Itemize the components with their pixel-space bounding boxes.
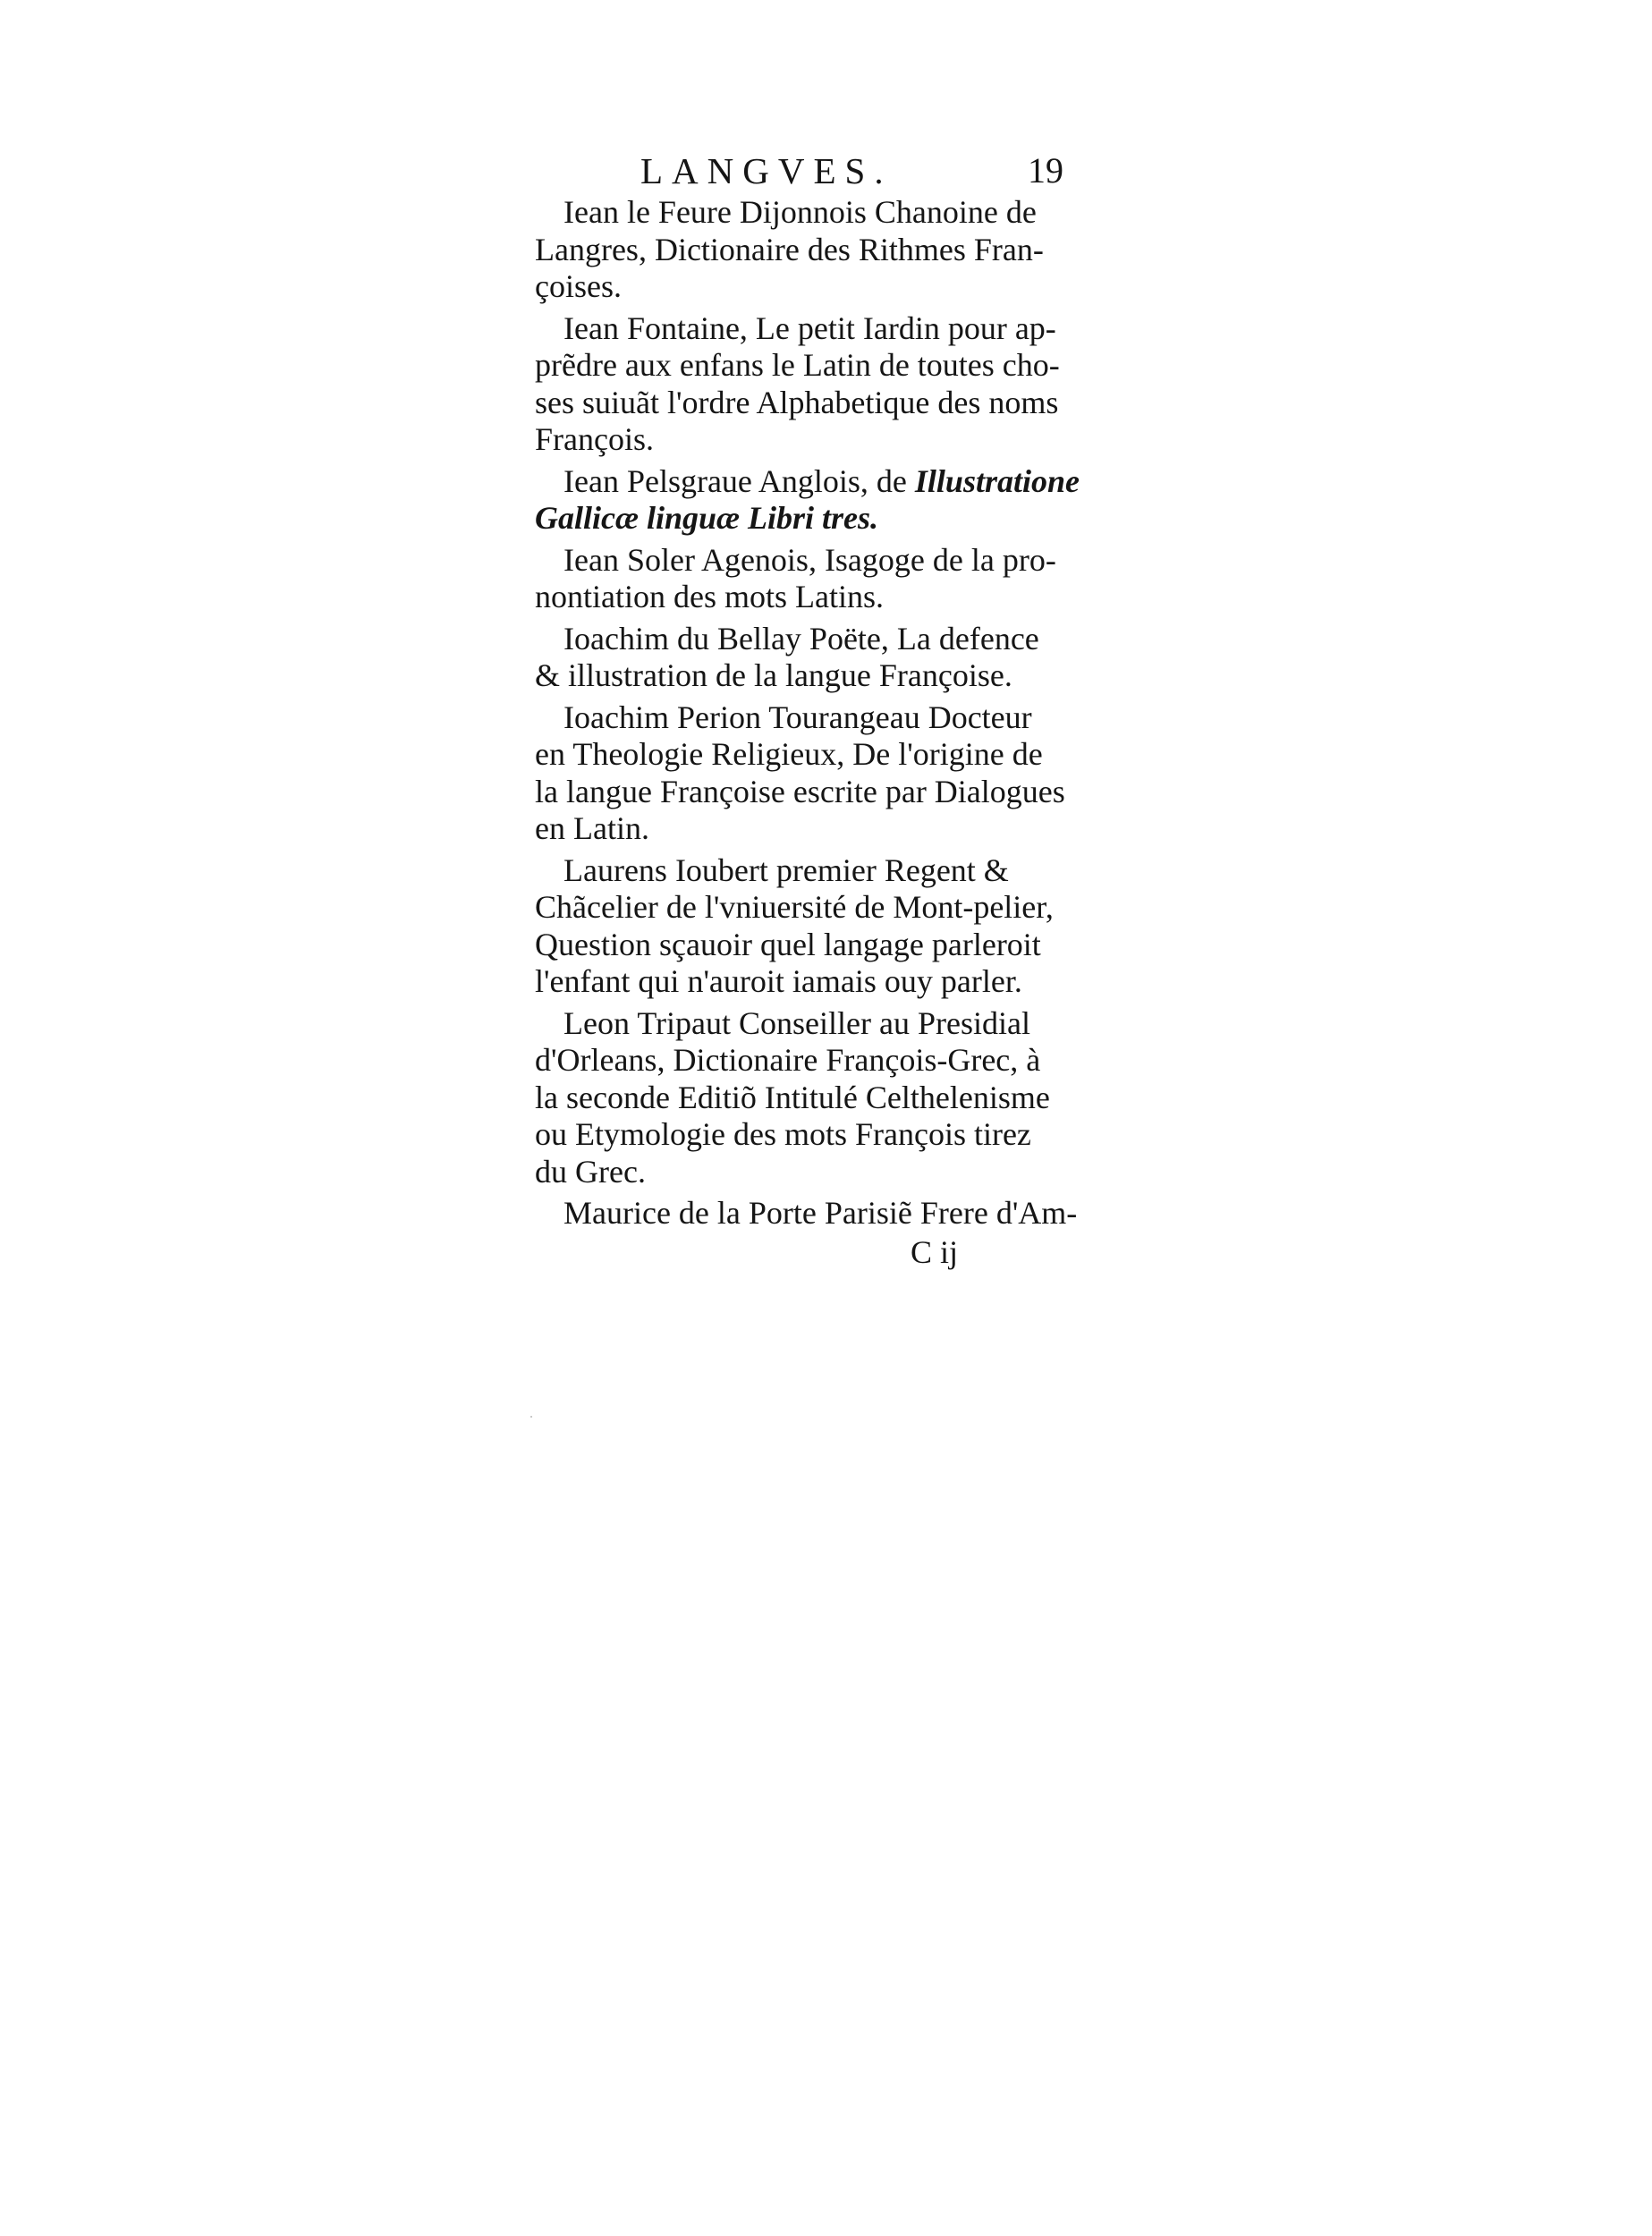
entry-line: Iean Fontaine, Le petit Iardin pour ap-	[563, 309, 1056, 346]
entry-pelsgraue	[535, 463, 1085, 538]
entry-de-la-porte	[535, 1195, 1085, 1232]
running-head-title: LANGVES.	[640, 150, 893, 191]
paper-speck	[530, 1416, 532, 1418]
entry-line: l'enfant qui n'auroit iamais ouy parler.	[535, 963, 1022, 999]
entry-line: en Latin.	[535, 810, 649, 846]
entry-line: François.	[535, 421, 654, 457]
page-number: 19	[1028, 150, 1063, 191]
entry-du-bellay	[535, 621, 1085, 695]
text-block	[535, 148, 1085, 1273]
entry-line: Langres, Dictionaire des Rithmes Fran-	[535, 231, 1044, 267]
entry-line: çoises.	[535, 268, 622, 304]
entry-line: ou Etymologie des mots François tirez	[535, 1116, 1031, 1152]
entry-line-roman: Iean Pelsgraue Anglois, de	[563, 462, 907, 499]
entry-line: nontiation des mots Latins.	[535, 579, 884, 614]
entry-fontaine	[535, 310, 1085, 459]
entry-line: prẽdre aux enfans le Latin de toutes cho-	[535, 347, 1060, 383]
entry-line: Chãcelier de l'vniuersité de Mont-pelier,	[535, 889, 1054, 925]
entry-line: Iean le Feure Dijonnois Chanoine de	[563, 194, 1037, 230]
entry-line: & illustration de la langue Françoise.	[535, 657, 1012, 693]
entry-ioubert	[535, 852, 1085, 1001]
running-head	[535, 148, 1085, 194]
entry-le-feure	[535, 194, 1085, 306]
signature-mark: C ij	[911, 1233, 959, 1270]
entry-line: Ioachim Perion Tourangeau Docteur	[563, 699, 1032, 735]
entry-line-italic: Illustratione	[914, 462, 1080, 499]
entry-line: en Theologie Religieux, De l'origine de	[535, 736, 1043, 772]
entry-line-italic: Gallicæ linguæ Libri tres.	[535, 500, 879, 536]
entry-line: Laurens Ioubert premier Regent &	[563, 851, 1009, 888]
entry-line	[535, 463, 1085, 501]
entry-line: Maurice de la Porte Parisiẽ Frere d'Am-	[563, 1195, 1078, 1231]
signature-line	[535, 1232, 1085, 1273]
entry-line: Leon Tripaut Conseiller au Presidial	[563, 1004, 1030, 1041]
entry-line: la seconde Editiõ Intitulé Celthelenisme	[535, 1079, 1050, 1115]
entry-line: du Grec.	[535, 1153, 646, 1190]
entry-soler	[535, 542, 1085, 616]
entry-line: Ioachim du Bellay Poëte, La defence	[563, 620, 1039, 656]
entry-line: Question sçauoir quel langage parleroit	[535, 926, 1041, 962]
entry-line: la langue Françoise escrite par Dialogues	[535, 773, 1065, 809]
entry-line: ses suiuãt l'ordre Alphabetique des noms	[535, 384, 1059, 420]
entry-tripaut	[535, 1005, 1085, 1191]
entry-line: Iean Soler Agenois, Isagoge de la pro-	[563, 541, 1056, 578]
entry-perion	[535, 699, 1085, 848]
entry-line: d'Orleans, Dictionaire François-Grec, à	[535, 1042, 1041, 1078]
